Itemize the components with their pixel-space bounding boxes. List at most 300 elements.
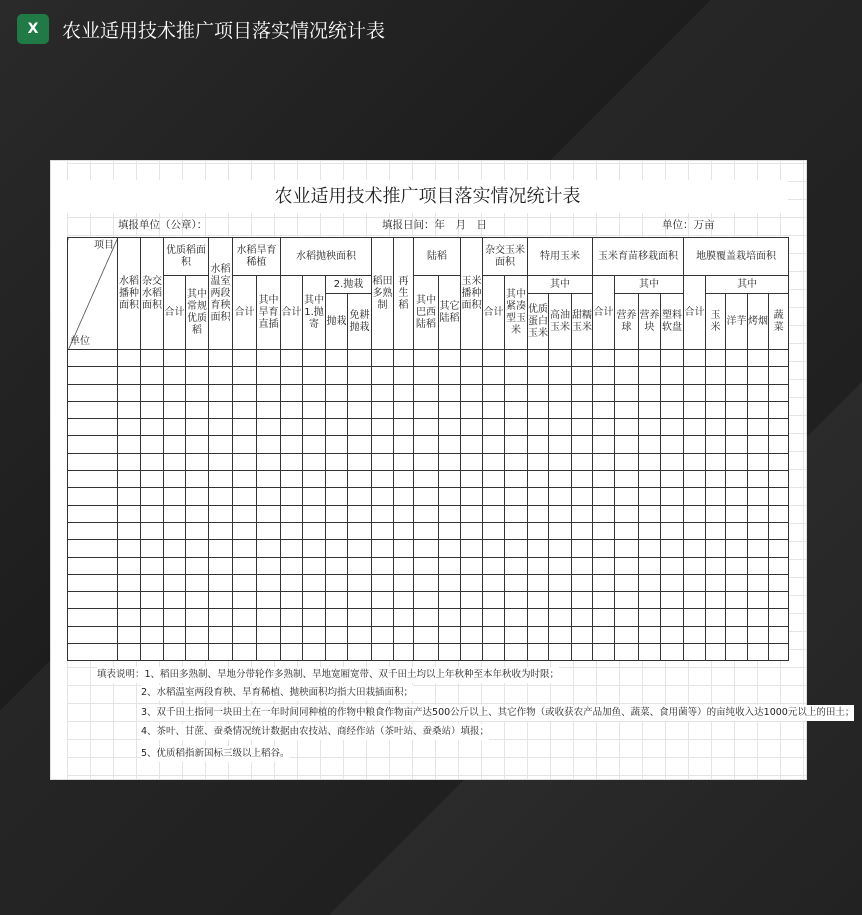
data-cell[interactable]	[414, 609, 439, 626]
data-cell[interactable]	[684, 453, 706, 470]
data-cell[interactable]	[372, 574, 394, 591]
data-cell[interactable]	[414, 488, 439, 505]
data-cell[interactable]	[505, 436, 528, 453]
data-cell[interactable]	[439, 488, 461, 505]
data-cell[interactable]	[394, 574, 414, 591]
data-cell[interactable]	[528, 540, 549, 557]
data-cell[interactable]	[706, 505, 726, 522]
data-cell[interactable]	[639, 384, 661, 401]
data-cell[interactable]	[68, 401, 118, 418]
data-cell[interactable]	[461, 350, 483, 367]
data-cell[interactable]	[209, 401, 233, 418]
data-cell[interactable]	[593, 505, 615, 522]
data-cell[interactable]	[748, 367, 769, 384]
data-cell[interactable]	[706, 626, 726, 643]
data-cell[interactable]	[461, 574, 483, 591]
data-cell[interactable]	[483, 609, 505, 626]
data-cell[interactable]	[348, 471, 372, 488]
data-cell[interactable]	[615, 540, 639, 557]
data-cell[interactable]	[257, 488, 281, 505]
data-cell[interactable]	[233, 419, 257, 436]
data-cell[interactable]	[233, 488, 257, 505]
data-cell[interactable]	[233, 522, 257, 539]
data-cell[interactable]	[141, 557, 164, 574]
data-cell[interactable]	[348, 540, 372, 557]
data-cell[interactable]	[769, 471, 789, 488]
data-cell[interactable]	[303, 471, 326, 488]
data-cell[interactable]	[281, 419, 303, 436]
data-cell[interactable]	[141, 350, 164, 367]
data-cell[interactable]	[549, 436, 572, 453]
data-cell[interactable]	[505, 367, 528, 384]
sheet-title[interactable]: 农业适用技术推广项目落实情况统计表	[67, 180, 788, 213]
data-cell[interactable]	[639, 522, 661, 539]
data-cell[interactable]	[233, 592, 257, 609]
data-cell[interactable]	[394, 471, 414, 488]
data-cell[interactable]	[639, 644, 661, 661]
data-cell[interactable]	[483, 419, 505, 436]
data-cell[interactable]	[348, 367, 372, 384]
data-cell[interactable]	[615, 419, 639, 436]
data-cell[interactable]	[372, 436, 394, 453]
data-cell[interactable]	[483, 626, 505, 643]
header-cell[interactable]: 烤烟	[748, 294, 769, 350]
data-cell[interactable]	[528, 471, 549, 488]
data-cell[interactable]	[164, 419, 186, 436]
data-cell[interactable]	[68, 557, 118, 574]
data-cell[interactable]	[549, 626, 572, 643]
data-cell[interactable]	[439, 471, 461, 488]
data-cell[interactable]	[164, 505, 186, 522]
data-cell[interactable]	[141, 505, 164, 522]
data-cell[interactable]	[639, 626, 661, 643]
header-cell[interactable]: 合计	[164, 276, 186, 350]
data-cell[interactable]	[572, 436, 593, 453]
data-cell[interactable]	[661, 574, 684, 591]
data-cell[interactable]	[209, 644, 233, 661]
data-cell[interactable]	[483, 436, 505, 453]
header-cell[interactable]: 优质稻面积	[164, 238, 209, 276]
data-cell[interactable]	[661, 522, 684, 539]
data-cell[interactable]	[684, 505, 706, 522]
data-cell[interactable]	[164, 522, 186, 539]
data-cell[interactable]	[684, 644, 706, 661]
data-cell[interactable]	[769, 505, 789, 522]
header-cell[interactable]: 优质蛋白玉米	[528, 294, 549, 350]
data-cell[interactable]	[68, 384, 118, 401]
data-cell[interactable]	[549, 367, 572, 384]
data-cell[interactable]	[706, 453, 726, 470]
data-cell[interactable]	[414, 350, 439, 367]
data-cell[interactable]	[769, 609, 789, 626]
data-cell[interactable]	[164, 488, 186, 505]
data-cell[interactable]	[769, 522, 789, 539]
data-cell[interactable]	[461, 367, 483, 384]
data-cell[interactable]	[233, 453, 257, 470]
data-cell[interactable]	[233, 436, 257, 453]
data-cell[interactable]	[68, 540, 118, 557]
data-cell[interactable]	[164, 609, 186, 626]
data-cell[interactable]	[505, 453, 528, 470]
data-cell[interactable]	[326, 574, 348, 591]
data-cell[interactable]	[372, 471, 394, 488]
header-cell[interactable]: 其中1.抛寄	[303, 276, 326, 350]
data-cell[interactable]	[748, 419, 769, 436]
data-cell[interactable]	[661, 471, 684, 488]
header-cell[interactable]: 水稻温室两段育秧面积	[209, 238, 233, 350]
data-cell[interactable]	[748, 574, 769, 591]
data-cell[interactable]	[372, 557, 394, 574]
data-cell[interactable]	[748, 626, 769, 643]
data-cell[interactable]	[461, 505, 483, 522]
data-cell[interactable]	[141, 419, 164, 436]
data-cell[interactable]	[661, 505, 684, 522]
data-cell[interactable]	[572, 626, 593, 643]
data-cell[interactable]	[726, 592, 748, 609]
data-cell[interactable]	[661, 436, 684, 453]
data-cell[interactable]	[348, 626, 372, 643]
data-cell[interactable]	[726, 626, 748, 643]
data-cell[interactable]	[394, 592, 414, 609]
data-cell[interactable]	[505, 557, 528, 574]
data-cell[interactable]	[209, 505, 233, 522]
data-cell[interactable]	[372, 505, 394, 522]
data-cell[interactable]	[257, 522, 281, 539]
data-cell[interactable]	[68, 626, 118, 643]
data-cell[interactable]	[615, 471, 639, 488]
data-cell[interactable]	[661, 350, 684, 367]
data-cell[interactable]	[186, 471, 209, 488]
data-cell[interactable]	[748, 436, 769, 453]
data-cell[interactable]	[372, 609, 394, 626]
data-cell[interactable]	[303, 505, 326, 522]
data-cell[interactable]	[141, 540, 164, 557]
data-cell[interactable]	[483, 540, 505, 557]
data-cell[interactable]	[615, 367, 639, 384]
data-cell[interactable]	[748, 609, 769, 626]
data-cell[interactable]	[394, 540, 414, 557]
data-cell[interactable]	[372, 367, 394, 384]
data-cell[interactable]	[281, 626, 303, 643]
data-cell[interactable]	[303, 522, 326, 539]
data-cell[interactable]	[706, 592, 726, 609]
data-cell[interactable]	[209, 557, 233, 574]
header-cell[interactable]: 蔬菜	[769, 294, 789, 350]
data-cell[interactable]	[164, 574, 186, 591]
data-cell[interactable]	[68, 522, 118, 539]
data-cell[interactable]	[572, 522, 593, 539]
data-cell[interactable]	[439, 419, 461, 436]
data-cell[interactable]	[186, 436, 209, 453]
data-cell[interactable]	[186, 350, 209, 367]
data-cell[interactable]	[186, 384, 209, 401]
data-cell[interactable]	[505, 574, 528, 591]
data-cell[interactable]	[726, 419, 748, 436]
data-cell[interactable]	[326, 488, 348, 505]
data-cell[interactable]	[461, 522, 483, 539]
data-cell[interactable]	[233, 557, 257, 574]
note-line[interactable]: 4、茶叶、甘蔗、蚕桑情况统计数据由农技站、商经作站（茶叶站、蚕桑站）填报；	[141, 724, 489, 740]
data-cell[interactable]	[483, 384, 505, 401]
data-cell[interactable]	[348, 574, 372, 591]
note-line[interactable]: 2、水稻温室两段育秧、旱育稀植、抛秧面积均指大田栽插面积；	[141, 685, 413, 701]
data-cell[interactable]	[528, 557, 549, 574]
data-cell[interactable]	[748, 384, 769, 401]
data-cell[interactable]	[257, 436, 281, 453]
data-cell[interactable]	[661, 401, 684, 418]
data-cell[interactable]	[209, 540, 233, 557]
data-cell[interactable]	[684, 557, 706, 574]
note-line[interactable]: 填表说明：1、稻田多熟制、旱地分带轮作多熟制、旱地宽厢宽带、双千田土均以上年秋种至本年秋收为时限；	[97, 667, 559, 683]
data-cell[interactable]	[748, 505, 769, 522]
data-cell[interactable]	[593, 540, 615, 557]
data-cell[interactable]	[572, 471, 593, 488]
data-cell[interactable]	[461, 419, 483, 436]
data-cell[interactable]	[483, 401, 505, 418]
data-cell[interactable]	[461, 592, 483, 609]
data-cell[interactable]	[164, 644, 186, 661]
data-cell[interactable]	[372, 401, 394, 418]
data-cell[interactable]	[572, 350, 593, 367]
header-cell[interactable]: 地膜覆盖栽培面积	[684, 238, 789, 276]
data-cell[interactable]	[257, 471, 281, 488]
data-cell[interactable]	[186, 453, 209, 470]
data-cell[interactable]	[326, 471, 348, 488]
data-cell[interactable]	[528, 574, 549, 591]
data-cell[interactable]	[281, 574, 303, 591]
header-cell[interactable]: 合计	[281, 276, 303, 350]
data-cell[interactable]	[303, 350, 326, 367]
data-cell[interactable]	[414, 574, 439, 591]
data-cell[interactable]	[281, 522, 303, 539]
data-cell[interactable]	[706, 574, 726, 591]
data-cell[interactable]	[726, 471, 748, 488]
data-cell[interactable]	[439, 436, 461, 453]
data-cell[interactable]	[141, 471, 164, 488]
data-cell[interactable]	[348, 609, 372, 626]
data-cell[interactable]	[186, 557, 209, 574]
data-cell[interactable]	[118, 557, 141, 574]
data-cell[interactable]	[439, 384, 461, 401]
data-cell[interactable]	[769, 626, 789, 643]
data-cell[interactable]	[483, 644, 505, 661]
data-cell[interactable]	[769, 367, 789, 384]
data-cell[interactable]	[593, 350, 615, 367]
diagonal-header-cell[interactable]	[68, 238, 118, 350]
data-cell[interactable]	[233, 609, 257, 626]
data-cell[interactable]	[233, 471, 257, 488]
data-cell[interactable]	[141, 401, 164, 418]
data-cell[interactable]	[394, 436, 414, 453]
data-cell[interactable]	[639, 350, 661, 367]
data-cell[interactable]	[684, 540, 706, 557]
data-cell[interactable]	[483, 574, 505, 591]
data-cell[interactable]	[281, 350, 303, 367]
data-cell[interactable]	[505, 626, 528, 643]
data-cell[interactable]	[141, 609, 164, 626]
data-cell[interactable]	[209, 488, 233, 505]
data-cell[interactable]	[483, 522, 505, 539]
data-cell[interactable]	[394, 644, 414, 661]
data-cell[interactable]	[186, 367, 209, 384]
data-cell[interactable]	[593, 644, 615, 661]
data-cell[interactable]	[233, 644, 257, 661]
data-cell[interactable]	[118, 488, 141, 505]
header-cell[interactable]: 合计	[593, 276, 615, 350]
data-cell[interactable]	[769, 488, 789, 505]
data-cell[interactable]	[257, 401, 281, 418]
data-cell[interactable]	[68, 644, 118, 661]
data-cell[interactable]	[257, 419, 281, 436]
header-cell[interactable]: 玉米育苗移栽面积	[593, 238, 684, 276]
data-cell[interactable]	[769, 350, 789, 367]
data-cell[interactable]	[209, 419, 233, 436]
data-cell[interactable]	[748, 592, 769, 609]
data-cell[interactable]	[726, 505, 748, 522]
data-cell[interactable]	[326, 540, 348, 557]
data-cell[interactable]	[572, 488, 593, 505]
data-cell[interactable]	[414, 367, 439, 384]
data-cell[interactable]	[639, 436, 661, 453]
header-cell[interactable]: 特用玉米	[528, 238, 593, 276]
data-cell[interactable]	[726, 401, 748, 418]
data-cell[interactable]	[615, 384, 639, 401]
data-cell[interactable]	[209, 626, 233, 643]
data-cell[interactable]	[372, 522, 394, 539]
data-cell[interactable]	[661, 540, 684, 557]
data-cell[interactable]	[372, 626, 394, 643]
data-cell[interactable]	[706, 367, 726, 384]
data-cell[interactable]	[326, 436, 348, 453]
data-cell[interactable]	[769, 644, 789, 661]
data-cell[interactable]	[257, 644, 281, 661]
header-cell[interactable]: 其中紧凑型玉米	[505, 276, 528, 350]
data-cell[interactable]	[118, 367, 141, 384]
data-cell[interactable]	[394, 626, 414, 643]
data-cell[interactable]	[303, 626, 326, 643]
data-cell[interactable]	[505, 401, 528, 418]
data-cell[interactable]	[769, 401, 789, 418]
data-cell[interactable]	[233, 626, 257, 643]
data-cell[interactable]	[394, 401, 414, 418]
data-cell[interactable]	[186, 592, 209, 609]
data-cell[interactable]	[186, 505, 209, 522]
data-cell[interactable]	[257, 367, 281, 384]
data-cell[interactable]	[68, 574, 118, 591]
data-cell[interactable]	[706, 644, 726, 661]
header-cell[interactable]: 合计	[233, 276, 257, 350]
data-cell[interactable]	[593, 488, 615, 505]
header-cell[interactable]: 其它陆稻	[439, 276, 461, 350]
data-cell[interactable]	[528, 367, 549, 384]
data-cell[interactable]	[639, 471, 661, 488]
data-cell[interactable]	[461, 471, 483, 488]
data-cell[interactable]	[572, 574, 593, 591]
data-cell[interactable]	[394, 505, 414, 522]
data-cell[interactable]	[726, 540, 748, 557]
data-cell[interactable]	[281, 453, 303, 470]
data-cell[interactable]	[118, 644, 141, 661]
data-cell[interactable]	[303, 557, 326, 574]
data-cell[interactable]	[348, 505, 372, 522]
data-cell[interactable]	[68, 488, 118, 505]
header-cell[interactable]: 营养球	[615, 294, 639, 350]
data-cell[interactable]	[748, 401, 769, 418]
data-cell[interactable]	[186, 574, 209, 591]
unit-label[interactable]: 单位：万亩	[662, 219, 715, 231]
data-cell[interactable]	[257, 592, 281, 609]
data-cell[interactable]	[461, 626, 483, 643]
data-cell[interactable]	[549, 419, 572, 436]
data-cell[interactable]	[549, 522, 572, 539]
data-cell[interactable]	[661, 644, 684, 661]
data-cell[interactable]	[461, 644, 483, 661]
header-cell[interactable]: 玉米	[706, 294, 726, 350]
data-cell[interactable]	[593, 574, 615, 591]
data-cell[interactable]	[281, 367, 303, 384]
data-cell[interactable]	[68, 350, 118, 367]
data-cell[interactable]	[615, 436, 639, 453]
data-cell[interactable]	[549, 401, 572, 418]
header-cell[interactable]: 2.抛栽	[326, 276, 372, 294]
data-cell[interactable]	[209, 471, 233, 488]
data-cell[interactable]	[326, 419, 348, 436]
data-cell[interactable]	[233, 384, 257, 401]
data-cell[interactable]	[748, 644, 769, 661]
data-cell[interactable]	[141, 384, 164, 401]
data-cell[interactable]	[233, 574, 257, 591]
data-cell[interactable]	[326, 401, 348, 418]
data-cell[interactable]	[748, 350, 769, 367]
data-cell[interactable]	[639, 592, 661, 609]
data-cell[interactable]	[483, 453, 505, 470]
data-cell[interactable]	[186, 419, 209, 436]
data-cell[interactable]	[68, 453, 118, 470]
data-cell[interactable]	[528, 592, 549, 609]
data-cell[interactable]	[164, 401, 186, 418]
data-cell[interactable]	[303, 384, 326, 401]
data-cell[interactable]	[118, 384, 141, 401]
data-cell[interactable]	[549, 350, 572, 367]
data-cell[interactable]	[68, 436, 118, 453]
data-cell[interactable]	[528, 384, 549, 401]
data-cell[interactable]	[639, 488, 661, 505]
data-cell[interactable]	[394, 419, 414, 436]
data-cell[interactable]	[348, 350, 372, 367]
data-cell[interactable]	[572, 367, 593, 384]
data-cell[interactable]	[439, 522, 461, 539]
data-cell[interactable]	[118, 453, 141, 470]
data-cell[interactable]	[164, 557, 186, 574]
data-cell[interactable]	[706, 557, 726, 574]
data-cell[interactable]	[118, 522, 141, 539]
header-cell[interactable]: 其中巴西陆稻	[414, 276, 439, 350]
data-cell[interactable]	[661, 609, 684, 626]
data-cell[interactable]	[572, 609, 593, 626]
header-cell[interactable]: 合计	[684, 276, 706, 350]
data-cell[interactable]	[372, 453, 394, 470]
data-cell[interactable]	[303, 419, 326, 436]
data-cell[interactable]	[593, 367, 615, 384]
data-cell[interactable]	[661, 453, 684, 470]
data-cell[interactable]	[549, 644, 572, 661]
header-cell[interactable]: 甜糯玉米	[572, 294, 593, 350]
data-cell[interactable]	[233, 505, 257, 522]
data-cell[interactable]	[615, 488, 639, 505]
header-cell[interactable]: 高油玉米	[549, 294, 572, 350]
data-cell[interactable]	[186, 609, 209, 626]
data-cell[interactable]	[505, 609, 528, 626]
